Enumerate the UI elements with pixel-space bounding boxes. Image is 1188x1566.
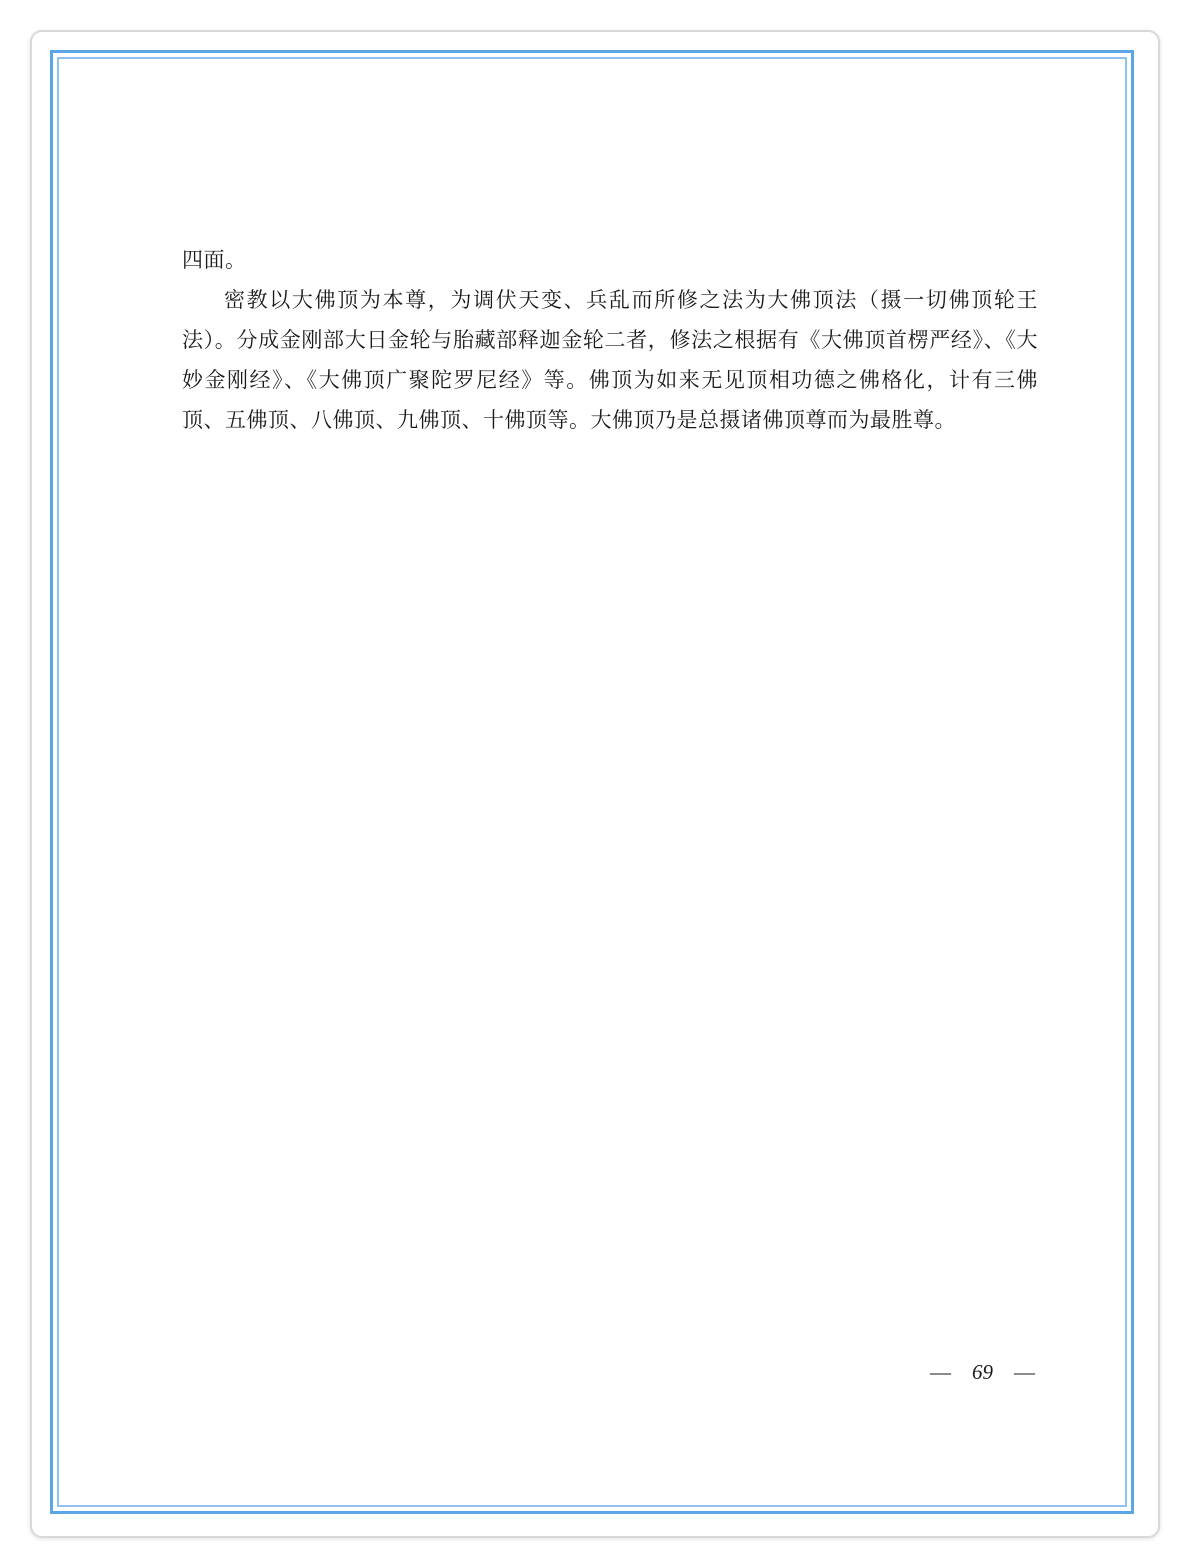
paragraph-main: 密教以大佛顶为本尊，为调伏天变、兵乱而所修之法为大佛顶法（摄一切佛顶轮王法）。分成金刚部大日金轮与胎藏部释迦金轮二者，修法之根据有《大佛顶首楞严经》、《大妙金刚经》、《大佛顶广聚陀罗尼经》等。佛顶为如来无见顶相功德之佛格化，计有三佛顶、五佛顶、八佛顶、九佛顶、十佛顶等。大佛顶乃是总摄诸佛顶尊而为最胜尊。 (182, 288, 1038, 432)
body-text (182, 240, 1038, 440)
page-number-dash-right: — (1014, 1360, 1035, 1384)
page-number-footer (930, 1360, 1040, 1385)
paragraph-continuation: 四面。 (182, 248, 247, 272)
page-number: 69 (972, 1360, 993, 1384)
page-number-dash-left: — (930, 1360, 951, 1384)
